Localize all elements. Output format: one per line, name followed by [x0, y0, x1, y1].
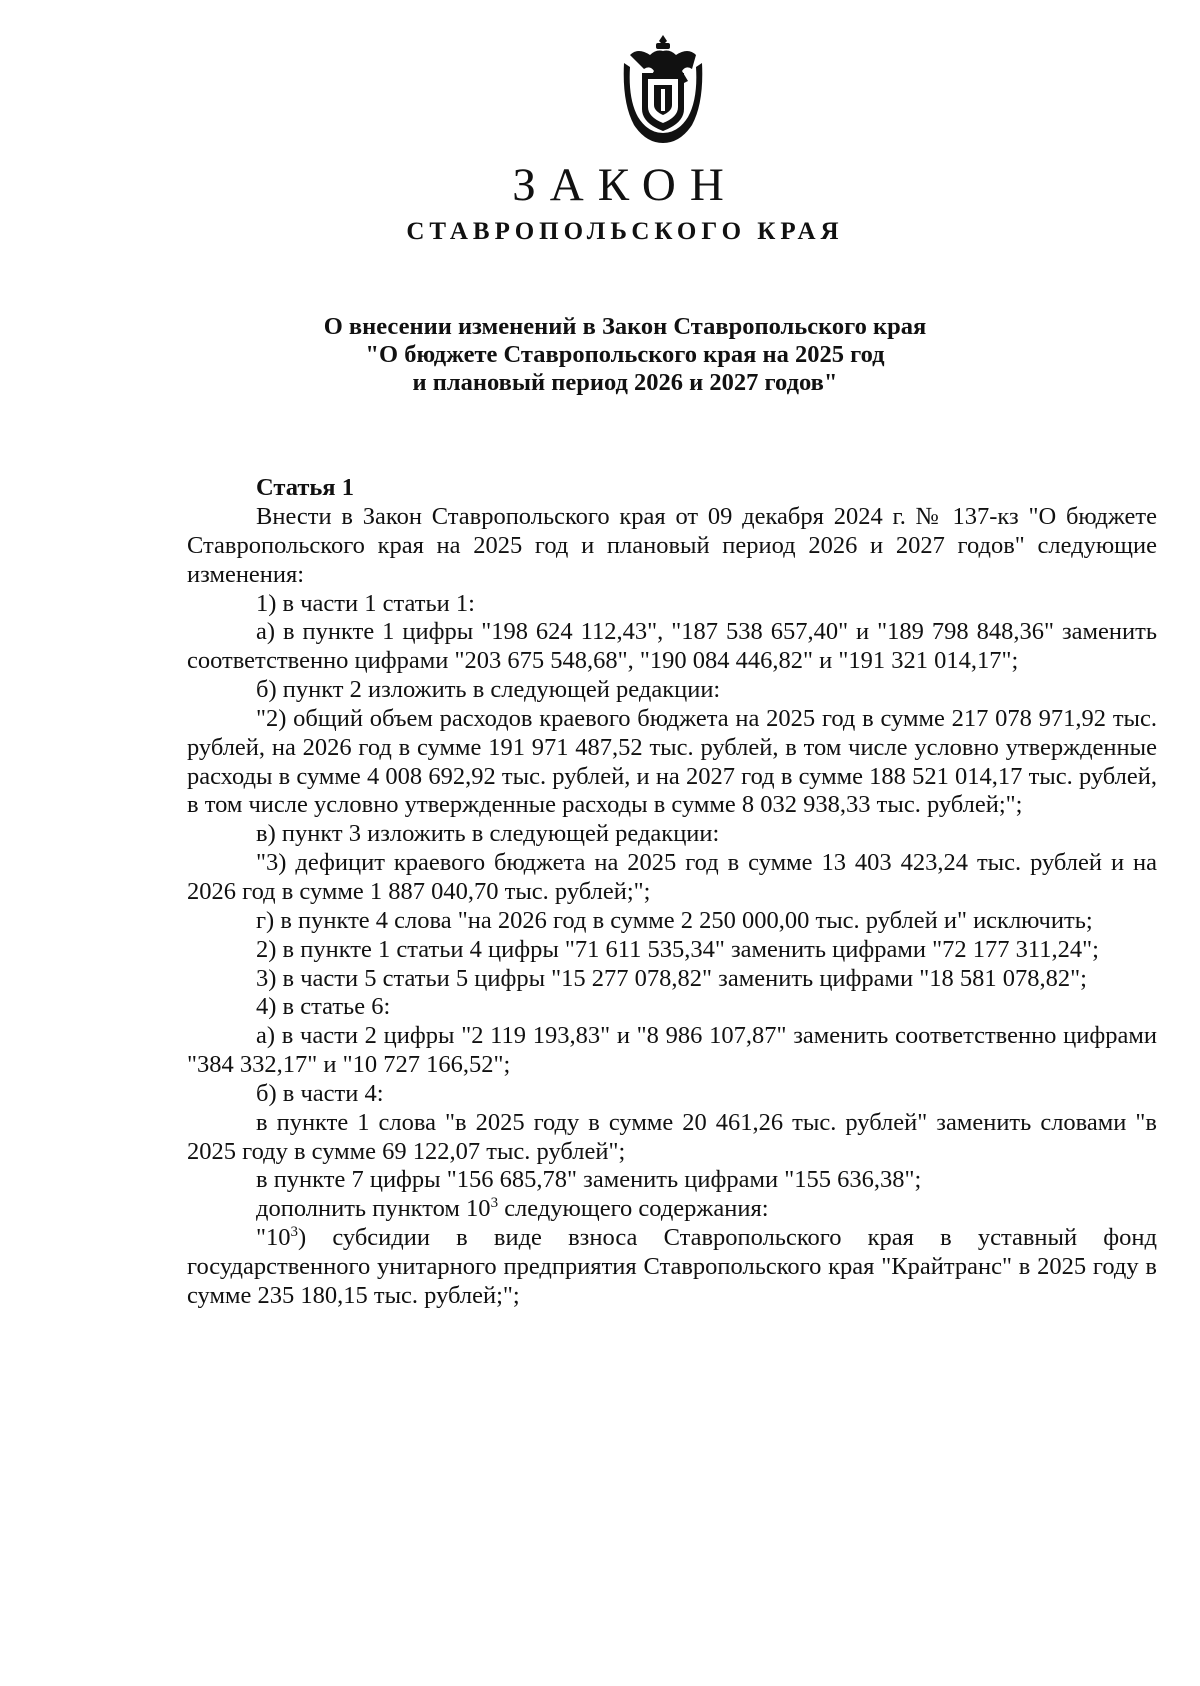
- text-fragment: следующего содержания:: [498, 1195, 769, 1223]
- paragraph: а) в пункте 1 цифры "198 624 112,43", "187 538 657,40" и "189 798 848,36" заменить соответственно цифрами "203 675 548,68", "190 084 446,82" и "191 321 014,17";: [187, 618, 1157, 675]
- paragraph: б) в части 4:: [256, 1079, 384, 1107]
- paragraph: "3) дефицит краевого бюджета на 2025 год в сумме 13 403 423,24 тыс. рублей и на 2026 год в сумме 1 887 040,70 тыс. рублей;";: [187, 849, 1157, 905]
- article-body: [187, 503, 1157, 1311]
- paragraph: Внести в Закон Ставропольского края от 09 декабря 2024 г. № 137-кз "О бюджете Ставропольского края на 2025 год и плановый период 2026 и 2027 годов" следующие изменения:: [187, 503, 1157, 588]
- paragraph: 1) в части 1 статьи 1:: [256, 589, 475, 617]
- law-heading-line: и плановый период 2026 и 2027 годов": [412, 369, 838, 396]
- paragraph: г) в пункте 4 слова "на 2026 год в сумме 2 250 000,00 тыс. рублей и" исключить;: [256, 906, 1093, 934]
- paragraph: а) в части 2 цифры "2 119 193,83" и "8 986 107,87" заменить соответственно цифрами "384 332,17" и "10 727 166,52";: [187, 1022, 1157, 1079]
- superscript: 3: [490, 1195, 499, 1212]
- document-subtitle: СТАВРОПОЛЬСКОГО КРАЯ: [406, 218, 844, 245]
- paragraph: "2) общий объем расходов краевого бюджета на 2025 год в сумме 217 078 971,92 тыс. рублей, на 2026 год в сумме 191 971 487,52 тыс. рублей, в том числе условно утвержденные расходы в сумме 4 008 692,92 тыс. рублей, и на 2027 год в сумме 188 521 014,17 тыс. рублей, в том числе условно утвержденные расходы в сумме 8 032 938,33 тыс. рублей;";: [187, 704, 1157, 819]
- paragraph-quote: [187, 1224, 1157, 1311]
- paragraph: б) пункт 2 изложить в следующей редакции:: [256, 676, 721, 704]
- document-title: ЗАКОН: [512, 159, 738, 211]
- law-heading-line: О внесении изменений в Закон Ставропольского края: [323, 313, 927, 340]
- paragraph-supplement: [187, 1195, 1157, 1224]
- superscript: 3: [290, 1223, 299, 1240]
- paragraph: 2) в пункте 1 статьи 4 цифры "71 611 535,34" заменить цифрами "72 177 311,24";: [256, 935, 1099, 963]
- paragraph: в пункте 1 слова "в 2025 году в сумме 20 461,26 тыс. рублей" заменить словами "в 2025 году в сумме 69 122,07 тыс. рублей";: [187, 1108, 1157, 1165]
- paragraph: 4) в статье 6:: [256, 993, 391, 1021]
- law-heading: [0, 313, 1200, 397]
- paragraph: 3) в части 5 статьи 5 цифры "15 277 078,82" заменить цифрами "18 581 078,82";: [256, 964, 1087, 992]
- coat-of-arms-emblem: [620, 33, 706, 145]
- law-heading-line: "О бюджете Ставропольского края на 2025 год: [365, 341, 885, 368]
- paragraph: в пункте 7 цифры "156 685,78" заменить цифрами "155 636,38";: [256, 1166, 922, 1194]
- text-fragment: "10: [256, 1224, 291, 1252]
- text-fragment: дополнить пунктом 10: [256, 1195, 491, 1223]
- article-title: Статья 1: [256, 474, 354, 501]
- text-fragment: ) субсидии в виде взноса Ставропольского края в уставный фонд государственного унитарного предприятия Ставропольского края "Крайтранс" в 2025 году в сумме 235 180,15 тыс. рублей;";: [187, 1224, 1157, 1309]
- paragraph: в) пункт 3 изложить в следующей редакции:: [256, 820, 720, 848]
